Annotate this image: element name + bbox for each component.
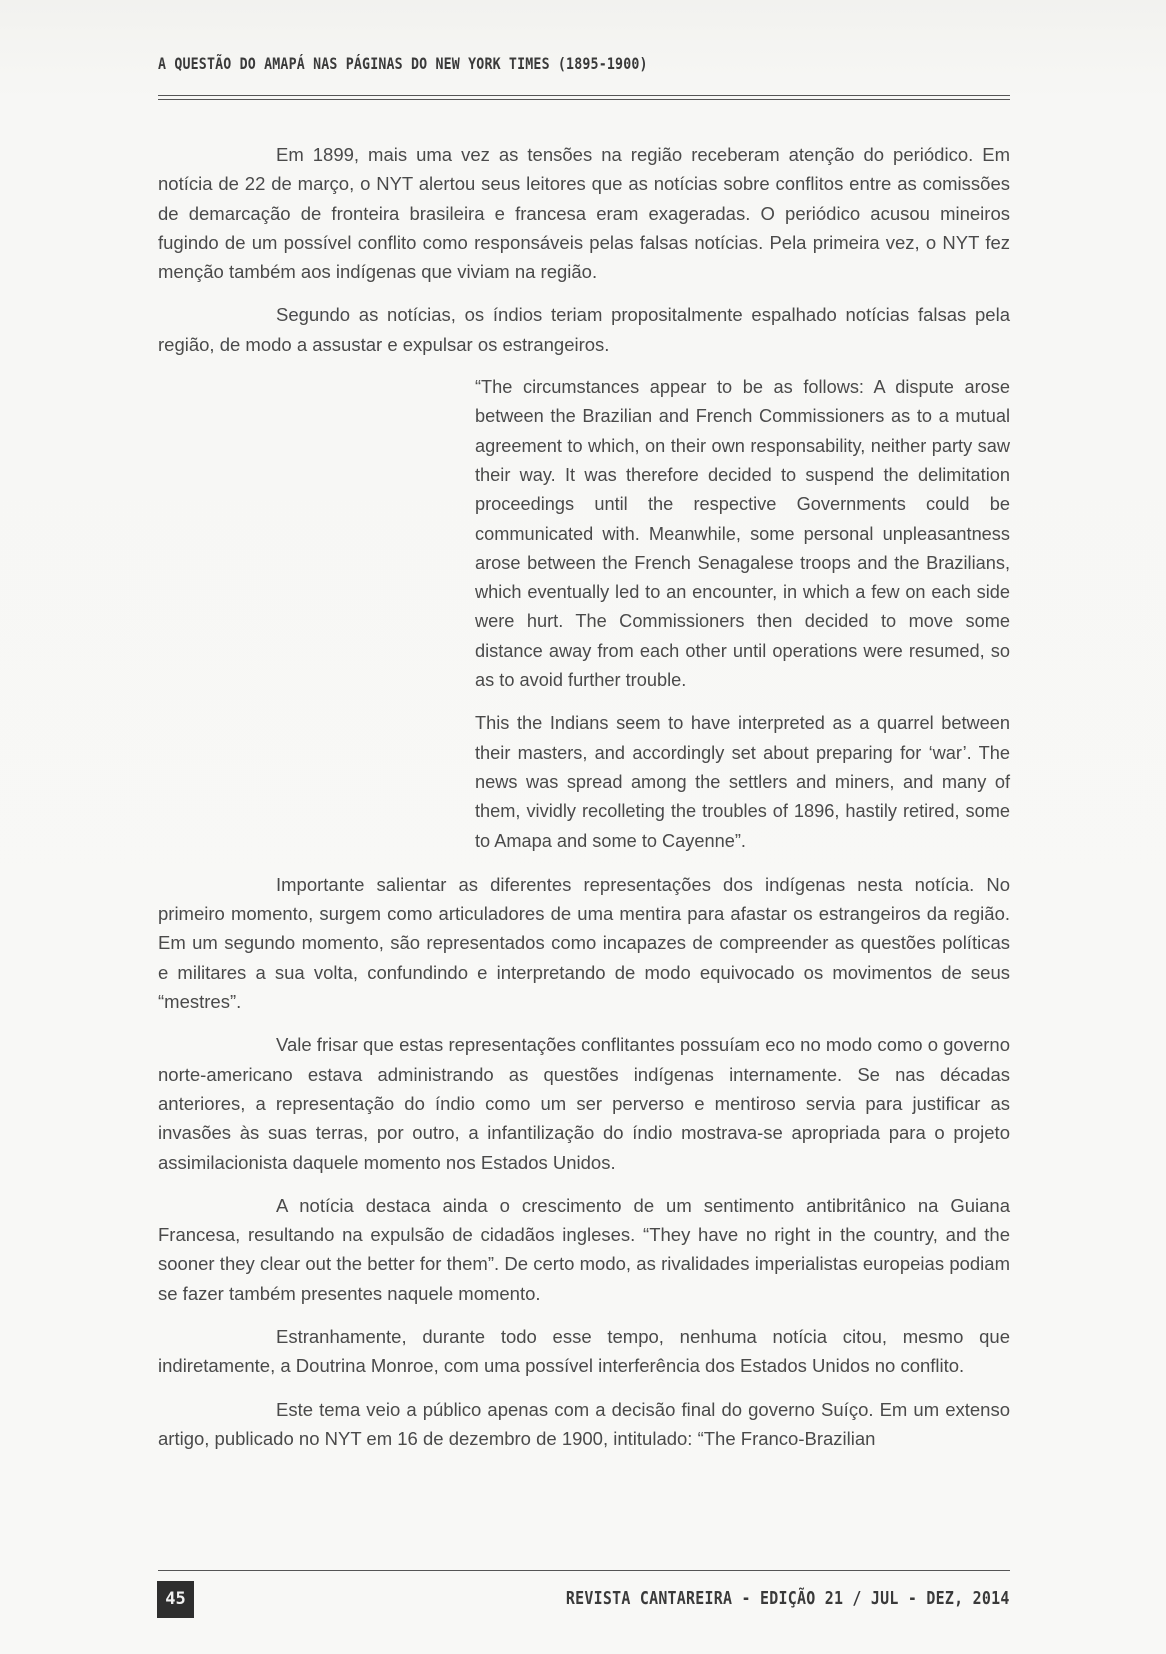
article-body [158,140,1010,1467]
footer-rule [158,1570,1010,1571]
header-rule-top [158,95,1010,96]
page-number: 45 [157,1581,194,1618]
body-paragraph: Este tema veio a público apenas com a decisão final do governo Suíço. Em um extenso artigo, publicado no NYT em 16 de dezembro de 1900, intitulado: “The Franco-Brazilian [158,1398,1010,1449]
quote-paragraph: “The circumstances appear to be as follows: A dispute arose between the Brazilian and French Commissioners as to a mutual agreement to which, on their own responsability, neither party saw their way. It was therefore decided to suspend the delimitation proceedings until the respective Governments could be communicated with. Meanwhile, some personal unpleasantness arose between the French Senagalese troops and the Brazilians, which eventually led to an encounter, in which a few on each side were hurt. The Commissioners then decided to move some distance away from each other until operations were resumed, so as to avoid further trouble. [475,377,1010,691]
body-paragraph: Estranhamente, durante todo esse tempo, nenhuma notícia citou, mesmo que indiretamente, a Doutrina Monroe, com uma possível interferência dos Estados Unidos no conflito. [158,1325,1010,1377]
body-paragraph: A notícia destaca ainda o crescimento de um sentimento antibritânico na Guiana Francesa, resultando na expulsão de cidadãos ingleses. “They have no right in the country, and the sooner they clear out the better for them”. De certo modo, as rivalidades imperialistas europeias podiam se fazer também presentes naquele momento. [158,1194,1010,1304]
journal-title: REVISTA CANTAREIRA - EDIÇÃO 21 / JUL - DEZ, 2014 [566,1588,1010,1609]
running-head: A QUESTÃO DO AMAPÁ NAS PÁGINAS DO NEW YORK TIMES (1895-1900) [158,54,648,73]
block-quote [475,373,1010,856]
header-rule-bottom [158,99,1010,100]
body-paragraph: Importante salientar as diferentes representações dos indígenas nesta notícia. No primeiro momento, surgem como articuladores de uma mentira para afastar os estrangeiros da região. Em um segundo momento, são representados como incapazes de compreender as questões políticas e militares a sua volta, confundindo e interpretando de modo equivocado os movimentos de seus “mestres”. [158,873,1010,1013]
quote-paragraph: This the Indians seem to have interpreted as a quarrel between their masters, and accordingly set about preparing for ‘war’. The news was spread among the settlers and miners, and many of them, vividly recolleting the troubles of 1896, hastily retired, some to Amapa and some to Cayenne”. [475,713,1010,851]
body-paragraph: Segundo as notícias, os índios teriam propositalmente espalhado notícias falsas pela região, de modo a assustar e expulsar os estrangeiros. [158,304,1010,355]
body-paragraph: Vale frisar que estas representações conflitantes possuíam eco no modo como o governo norte-americano estava administrando as questões indígenas internamente. Se nas décadas anteriores, a representação do índio como um ser perverso e mentiroso servia para justificar as invasões às suas terras, por outro, a infantilização do índio mostrava-se apropriada para o projeto assimilacionista daquele momento nos Estados Unidos. [158,1034,1010,1173]
body-paragraph: Em 1899, mais uma vez as tensões na região receberam atenção do periódico. Em notícia de 22 de março, o NYT alertou seus leitores que as notícias sobre conflitos entre as comissões de demarcação de fronteira brasileira e francesa eram exageradas. O periódico acusou mineiros fugindo de um possível conflito como responsáveis pelas falsas notícias. Pela primeira vez, o NYT fez menção também aos indígenas que viviam na região. [158,144,1010,283]
